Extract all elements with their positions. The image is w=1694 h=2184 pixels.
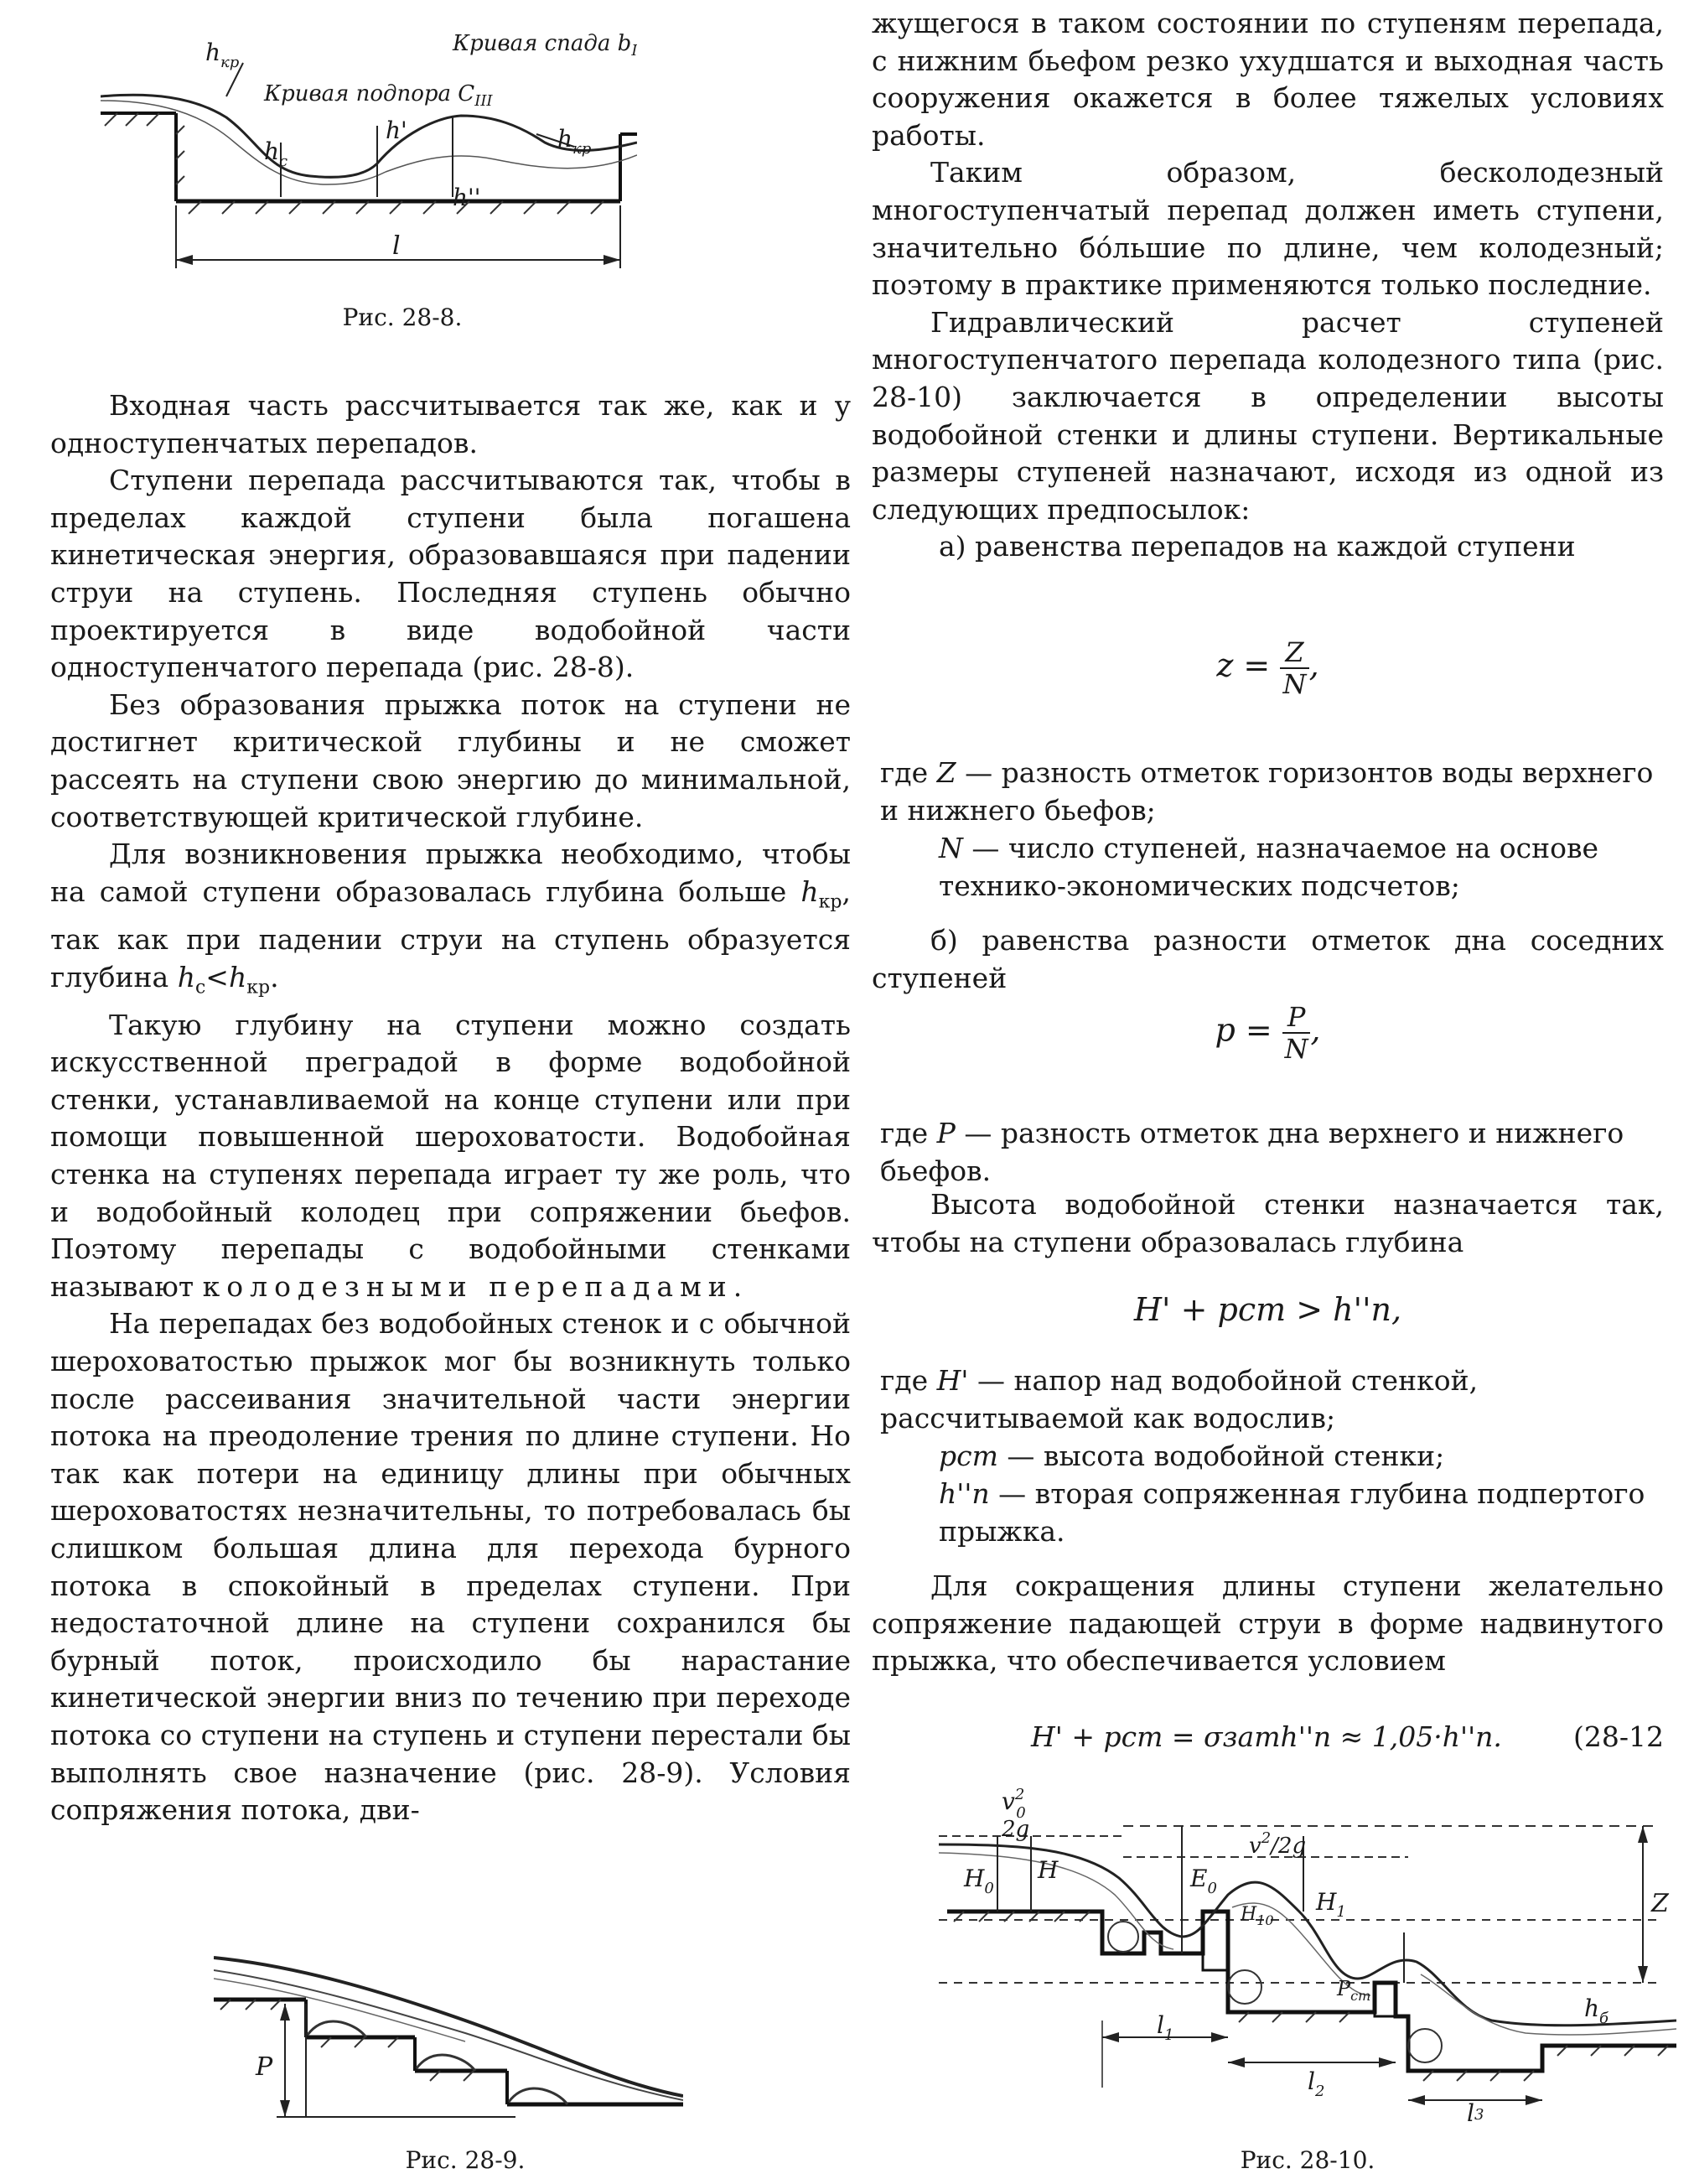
equation-wall-height: H' + pст > h''п, bbox=[1133, 1291, 1402, 1328]
fig3-Z-label: Z bbox=[1651, 1889, 1669, 1918]
left-paragraph-3: Без образования прыжка поток на ступени не достигнет критической глубины и не сможет рассеять на ступени свою энергию до минимальной, соответствующей критической глубине. bbox=[50, 687, 851, 833]
fig1-l-label: l bbox=[392, 231, 401, 261]
fig3-H0-label: $H_0$ bbox=[964, 1865, 994, 1897]
fig3-E0-label: $E_0$ bbox=[1190, 1865, 1217, 1897]
fig3-v2g-label: $v^2/2g$ bbox=[1249, 1829, 1307, 1859]
right-item-a: а) равенства перепадов на каждой ступени bbox=[939, 530, 1576, 563]
definition-h2p: h''п — вторая сопряженная глубина подпертого прыжка. bbox=[939, 1477, 1645, 1548]
fig1-curve-spada-label: Кривая спада $b_I$ bbox=[453, 31, 637, 60]
right-column bbox=[872, 5, 1664, 566]
left-paragraph-1: Входная часть рассчитывается так же, как и у одноступенчатых перепадов. bbox=[50, 389, 851, 459]
figure-28-10-drawing bbox=[939, 1786, 1676, 2121]
figure-28-8-caption: Рис. 28-8. bbox=[342, 303, 463, 331]
fig3-2g-label: 2g bbox=[1002, 1817, 1030, 1842]
fig3-H10-label: $H_{10}$ bbox=[1241, 1904, 1274, 1928]
fig1-curve-podpora-label: Кривая подпора $C_{III}$ bbox=[264, 81, 493, 110]
left-paragraph-2: Ступени перепада рассчитываются так, чтобы в пределах каждой ступени была погашена кинетическая энергия, образовавшаяся при падении струи на ступень. Последняя ступень обычно проектируется в виде водобойной части одноступенчатого перепада (рис. 28-8). bbox=[50, 464, 851, 684]
definition-H1: где H' — напор над водобойной стенкой, рассчитываемой как водослив; bbox=[880, 1364, 1479, 1434]
right-paragraph-4: Высота водобойной стенки назначается так, чтобы на ступени образовалась глубина bbox=[872, 1188, 1664, 1258]
figure-28-10 bbox=[939, 1786, 1676, 2121]
definition-N: N — число ступеней, назначаемое на основе технико-экономических подсчетов; bbox=[939, 832, 1599, 902]
left-paragraph-5: Такую глубину на ступени можно создать искусственной преградой в форме водобойной стенки, устанавливаемой на конце ступени или при помощи повышенной шероховатости. Водобойная стенка на ступенях перепада играет ту же роль, что и водобойный колодец при сопряжении бьефов. Поэтому перепады с водобойными стенками называют колодезными перепадами. bbox=[50, 1008, 851, 1303]
definition-pst: pст — высота водобойной стенки; bbox=[939, 1440, 1445, 1472]
equation-28-12: H' + pст = σзатh''п ≈ 1,05·h''п. (28-12 bbox=[1031, 1719, 1664, 1756]
definition-P: где P — разность отметок дна верхнего и нижнего бьефов. bbox=[880, 1117, 1624, 1187]
figure-28-9-caption: Рис. 28-9. bbox=[405, 2146, 526, 2174]
figure-28-9 bbox=[214, 1941, 683, 2134]
fig3-Pcm-label: $P_{cm}$ bbox=[1337, 1977, 1371, 2004]
right-paragraph-2: Таким образом, бесколодезный многоступенчатый перепад должен иметь ступени, значительно бо́льшие по длине, чем колодезный; поэтому в практике применяются только последние. bbox=[872, 156, 1664, 302]
fig1-h1-label: h' bbox=[386, 117, 407, 144]
fig3-l1-label: $l_1$ bbox=[1157, 2011, 1174, 2044]
equation-p: p = $\frac{P}{N}$ , bbox=[1215, 1001, 1321, 1065]
fig2-P-label: P bbox=[256, 2052, 273, 2082]
left-column bbox=[50, 387, 851, 1829]
fig3-l3-label: l3 bbox=[1467, 2099, 1484, 2121]
right-paragraph-3: Гидравлический расчет ступеней многоступенчатого перепада колодезного типа (рис. 28-10) заключается в определении высоты водобойной стенки и длины ступени. Вертикальные размеры ступеней назначают, исходя из одной из следующих предпосылок: bbox=[872, 305, 1664, 526]
fig3-hb-label: $h_б$ bbox=[1584, 1995, 1609, 2027]
fig1-hkr-left-label: $h_{кр}$ bbox=[205, 39, 240, 71]
fig3-H1-label: $H_1$ bbox=[1316, 1888, 1346, 1921]
right-paragraph-1: жущегося в таком состоянии по ступеням перепада, с нижним бьефом резко ухудшатся и выходная часть сооружения окажется в более тяжелых условиях работы. bbox=[872, 7, 1664, 152]
definition-Z: где Z — разность отметок горизонтов воды верхнего и нижнего бьефов; bbox=[880, 756, 1654, 827]
figure-28-10-caption: Рис. 28-10. bbox=[1240, 2146, 1375, 2174]
equation-p-fraction: $\frac{P}{N}$ bbox=[1282, 1002, 1311, 1064]
fig3-v0-label: $v^2$ 0 bbox=[1002, 1786, 1026, 1822]
figure-28-8 bbox=[101, 17, 637, 293]
left-paragraph-6: На перепадах без водобойных стенок и с обычной шероховатостью прыжок мог бы возникнуть только после рассеивания значительной части энергии потока на преодоление трения по длине ступени. Но так как потери на единицу длины при обычных шероховатостях незначительны, то потребовалась бы слишком большая длина для перехода бурного потока в спокойный в пределах ступени. При недостаточной длине на ступени сохранился бы бурный поток, происходило бы нарастание кинетической энергии вниз по течению при переходе потока со ступени на ступень и ступени перестали бы выполнять свое назначение (рис. 28-9). Условия сопряжения потока, дви- bbox=[50, 1307, 851, 1827]
figure-28-9-drawing bbox=[214, 1941, 683, 2134]
fig1-hkr-right-label: $h_{кр}$ bbox=[557, 125, 592, 158]
equation-z: z = $\frac{Z}{N}$ , bbox=[1216, 636, 1319, 700]
fig3-l2-label: $l_2$ bbox=[1308, 2067, 1325, 2100]
equation-number: (28-12 bbox=[1572, 1720, 1664, 1753]
fig1-h2-label: h'' bbox=[453, 184, 481, 211]
equation-z-fraction: $\frac{Z}{N}$ bbox=[1280, 637, 1308, 699]
right-paragraph-5: Для сокращения длины ступени желательно сопряжение падающей струи в форме надвинутого прыжка, что обеспечивается условием bbox=[872, 1569, 1664, 1678]
figure-28-8-drawing bbox=[101, 17, 637, 293]
fig1-hc-label: $h_c$ bbox=[264, 137, 288, 170]
left-paragraph-4: Для возникновения прыжка необходимо, чтобы на самой ступени образовалась глубина больше $h_{кр}$, так как при падении струи на ступень образуется глубина $h_с<h_{кр}$. bbox=[50, 838, 851, 999]
fig3-H-label: H bbox=[1038, 1856, 1059, 1884]
right-item-b: б) равенства разности отметок дна соседних ступеней bbox=[872, 924, 1664, 994]
